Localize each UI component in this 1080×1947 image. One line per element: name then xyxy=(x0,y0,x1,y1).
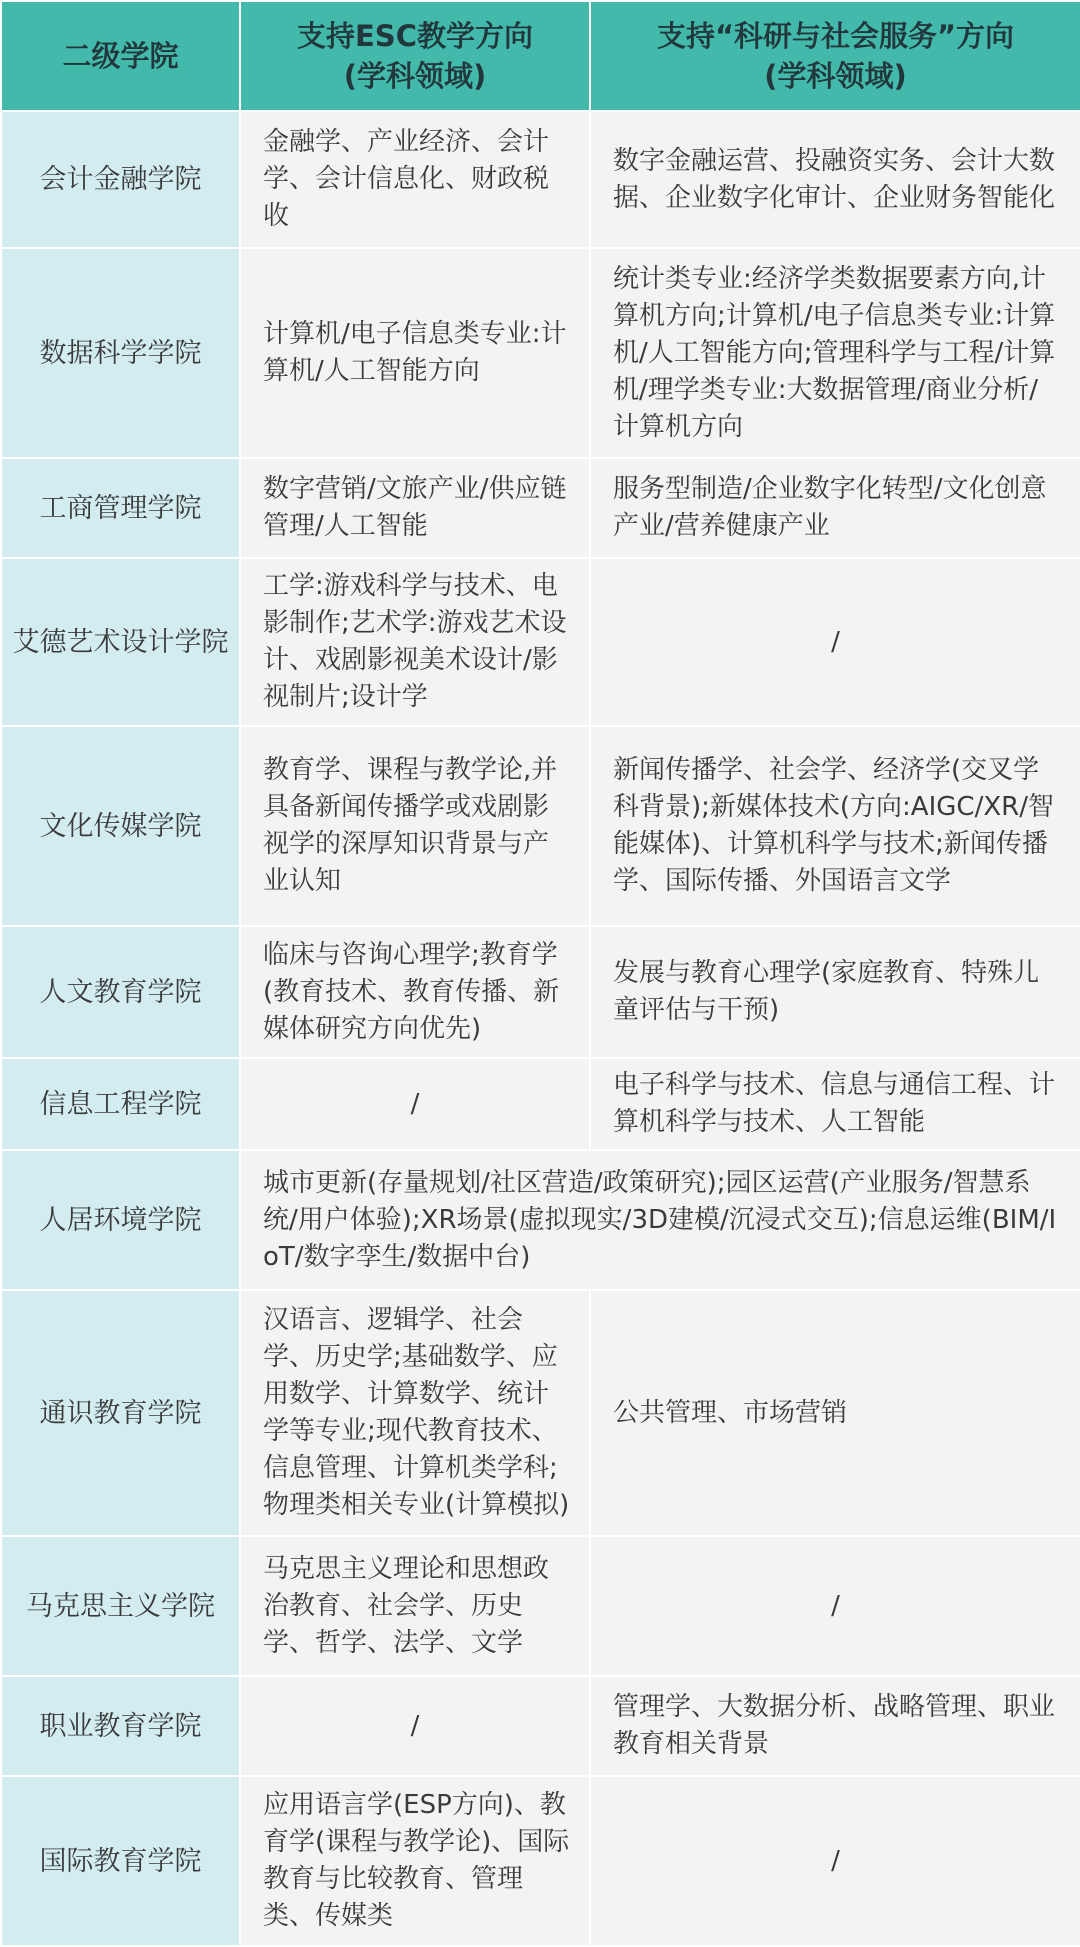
table-row xyxy=(1,248,1080,458)
table-row xyxy=(1,1150,1080,1290)
merged-field: 城市更新(存量规划/社区营造/政策研究);园区运营(产业服务/智慧系统/用户体验);XR场景(虚拟现实/3D建模/沉浸式交互);信息运维(BIM/IoT/数字孪生/数据中台) xyxy=(240,1150,1080,1290)
esc-field: 临床与咨询心理学;教育学(教育技术、教育传播、新媒体研究方向优先) xyxy=(240,926,590,1058)
college-name: 人文教育学院 xyxy=(1,926,240,1058)
college-name: 工商管理学院 xyxy=(1,458,240,558)
header-esc: 支持ESC教学方向 (学科领域) xyxy=(240,1,590,111)
table-row xyxy=(1,1676,1080,1776)
research-field: / xyxy=(590,558,1080,726)
college-name: 文化传媒学院 xyxy=(1,726,240,926)
esc-field: 汉语言、逻辑学、社会学、历史学;基础数学、应用数学、计算数学、统计学等专业;现代教育技术、信息管理、计算机类学科;物理类相关专业(计算模拟) xyxy=(240,1290,590,1536)
esc-field: 金融学、产业经济、会计学、会计信息化、财政税收 xyxy=(240,111,590,248)
esc-field: / xyxy=(240,1058,590,1150)
header-row xyxy=(1,1,1080,111)
college-name: 会计金融学院 xyxy=(1,111,240,248)
research-field: / xyxy=(590,1776,1080,1946)
esc-field: 计算机/电子信息类专业:计算机/人工智能方向 xyxy=(240,248,590,458)
table-row xyxy=(1,111,1080,248)
esc-field: / xyxy=(240,1676,590,1776)
table-row xyxy=(1,1058,1080,1150)
college-name: 艾德艺术设计学院 xyxy=(1,558,240,726)
research-field: 发展与教育心理学(家庭教育、特殊儿童评估与干预) xyxy=(590,926,1080,1058)
college-name: 信息工程学院 xyxy=(1,1058,240,1150)
research-field: 数字金融运营、投融资实务、会计大数据、企业数字化审计、企业财务智能化 xyxy=(590,111,1080,248)
table-row xyxy=(1,726,1080,926)
college-name: 数据科学学院 xyxy=(1,248,240,458)
table-row xyxy=(1,1776,1080,1946)
esc-field: 教育学、课程与教学论,并具备新闻传播学或戏剧影视学的深厚知识背景与产业认知 xyxy=(240,726,590,926)
esc-field: 应用语言学(ESP方向)、教育学(课程与教学论)、国际教育与比较教育、管理类、传媒类 xyxy=(240,1776,590,1946)
research-field: / xyxy=(590,1536,1080,1676)
table-row xyxy=(1,926,1080,1058)
research-field: 电子科学与技术、信息与通信工程、计算机科学与技术、人工智能 xyxy=(590,1058,1080,1150)
research-field: 服务型制造/企业数字化转型/文化创意产业/营养健康产业 xyxy=(590,458,1080,558)
college-name: 国际教育学院 xyxy=(1,1776,240,1946)
table-row xyxy=(1,558,1080,726)
header-research: 支持“科研与社会服务”方向 (学科领域) xyxy=(590,1,1080,111)
college-name: 通识教育学院 xyxy=(1,1290,240,1536)
esc-field: 马克思主义理论和思想政治教育、社会学、历史学、哲学、法学、文学 xyxy=(240,1536,590,1676)
esc-field: 工学:游戏科学与技术、电影制作;艺术学:游戏艺术设计、戏剧影视美术设计/影视制片;设计学 xyxy=(240,558,590,726)
esc-field: 数字营销/文旅产业/供应链管理/人工智能 xyxy=(240,458,590,558)
table-row xyxy=(1,458,1080,558)
research-field: 公共管理、市场营销 xyxy=(590,1290,1080,1536)
research-field: 统计类专业:经济学类数据要素方向,计算机方向;计算机/电子信息类专业:计算机/人工智能方向;管理科学与工程/计算机/理学类专业:大数据管理/商业分析/计算机方向 xyxy=(590,248,1080,458)
table-row xyxy=(1,1536,1080,1676)
college-name: 马克思主义学院 xyxy=(1,1536,240,1676)
header-college: 二级学院 xyxy=(1,1,240,111)
college-name: 人居环境学院 xyxy=(1,1150,240,1290)
research-field: 管理学、大数据分析、战略管理、职业教育相关背景 xyxy=(590,1676,1080,1776)
college-name: 职业教育学院 xyxy=(1,1676,240,1776)
research-field: 新闻传播学、社会学、经济学(交叉学科背景);新媒体技术(方向:AIGC/XR/智能媒体)、计算机科学与技术;新闻传播学、国际传播、外国语言文学 xyxy=(590,726,1080,926)
table-row xyxy=(1,1290,1080,1536)
